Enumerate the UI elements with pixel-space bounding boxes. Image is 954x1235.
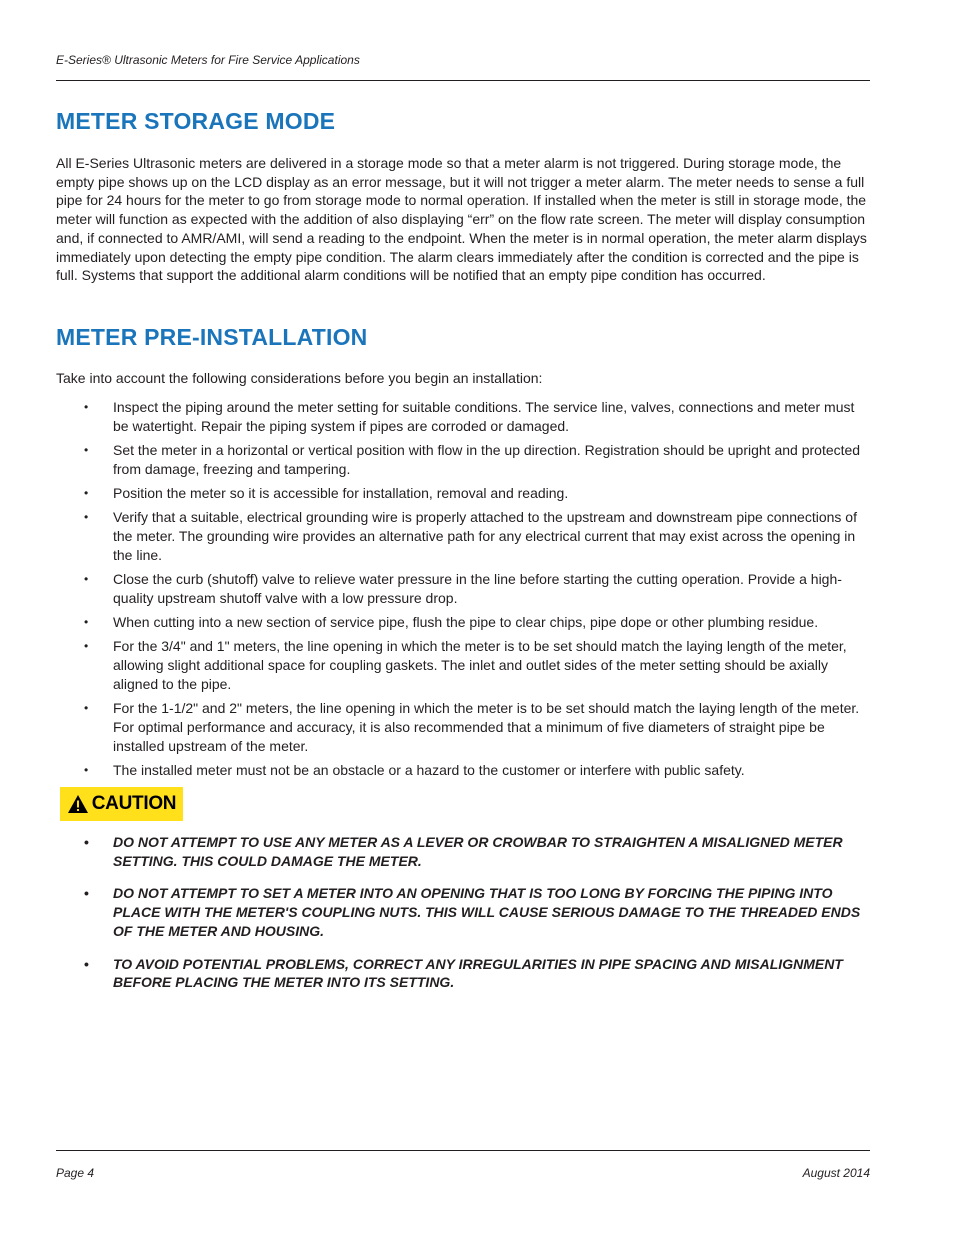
list-item	[56, 508, 870, 565]
list-item	[56, 570, 870, 608]
pre-installation-list	[56, 398, 870, 785]
running-header: E-Series® Ultrasonic Meters for Fire Service Applications	[56, 53, 360, 67]
list-item	[56, 761, 870, 780]
list-item-text: Close the curb (shutoff) valve to relieve water pressure in the line before starting the cutting operation. Provide a high-quality upstream shutoff valve with a low pressure drop.	[113, 571, 842, 606]
list-item	[56, 398, 870, 436]
bullet-icon: •	[84, 615, 89, 629]
warning-triangle-icon	[67, 794, 89, 814]
bullet-icon: •	[84, 486, 89, 500]
bullet-icon: •	[84, 955, 89, 972]
list-item	[56, 441, 870, 479]
bullet-icon: •	[84, 834, 89, 850]
list-item	[56, 613, 870, 632]
footer-rule	[56, 1150, 870, 1151]
caution-label: CAUTION	[91, 793, 177, 814]
list-item-text: Verify that a suitable, electrical grounding wire is properly attached to the upstream and downstream pipe connections of the meter. The grounding wire provides an alternative path for any electrical current that may exist across the opening in the line.	[113, 509, 857, 563]
list-item-text: The installed meter must not be an obstacle or a hazard to the customer or interfere with public safety.	[113, 762, 745, 778]
list-item-text: For the 3/4" and 1" meters, the line opening in which the meter is to be set should match the laying length of the meter, allowing slight additional space for coupling gaskets. The inlet and outlet sides of the meter setting should be axially aligned to the pipe.	[113, 638, 847, 692]
caution-item-text: DO NOT ATTEMPT TO SET A METER INTO AN OPENING THAT IS TOO LONG BY FORCING THE PIPING INTO PLACE WITH THE METER'S COUPLING NUTS. THIS WILL CAUSE SERIOUS DAMAGE TO THE THREADED ENDS OF THE METER AND HOUSING.	[113, 885, 861, 939]
page-number: Page 4	[56, 1166, 95, 1180]
section-heading-storage-mode: METER STORAGE MODE	[56, 108, 336, 134]
caution-item	[56, 955, 870, 992]
section-heading-pre-installation: METER PRE-INSTALLATION	[56, 324, 368, 350]
bullet-icon: •	[84, 701, 89, 715]
list-item	[56, 699, 870, 756]
pre-installation-intro: Take into account the following considerations before you begin an installation:	[56, 370, 543, 386]
list-item-text: Inspect the piping around the meter setting for suitable conditions. The service line, valves, connections and meter must be watertight. Repair the piping system if pipes are corroded or damaged.	[113, 399, 855, 434]
bullet-icon: •	[84, 400, 89, 414]
list-item-text: For the 1-1/2" and 2" meters, the line opening in which the meter is to be set should match the laying length of the meter. For optimal performance and accuracy, it is also recommended that a minimum of five diameters of straight pipe be installed upstream of the meter.	[113, 700, 860, 754]
list-item	[56, 637, 870, 694]
list-item-text: When cutting into a new section of service pipe, flush the pipe to clear chips, pipe dope or other plumbing residue.	[113, 614, 819, 630]
caution-banner	[60, 787, 183, 821]
bullet-icon: •	[84, 763, 89, 777]
list-item-text: Set the meter in a horizontal or vertical position with flow in the up direction. Registration should be upright and protected from damage, freezing and tampering.	[113, 442, 861, 477]
bullet-icon: •	[84, 510, 89, 524]
bullet-icon: •	[84, 443, 89, 457]
list-item-text: Position the meter so it is accessible for installation, removal and reading.	[113, 485, 569, 501]
caution-item	[56, 833, 870, 870]
footer-date: August 2014	[802, 1166, 870, 1180]
caution-item-text: TO AVOID POTENTIAL PROBLEMS, CORRECT ANY IRREGULARITIES IN PIPE SPACING AND MISALIGNMENT BEFORE PLACING THE METER INTO ITS SETTING.	[113, 955, 843, 991]
storage-mode-paragraph: All E-Series Ultrasonic meters are delivered in a storage mode so that a meter alarm is not triggered. During storage mode, the empty pipe shows up on the LCD display as an error message, but it will not trigger a meter alarm. The meter needs to sense a full pipe for 24 hours for the meter to go from storage mode to normal operation. If installed when the meter is still in storage mode, the meter will function as expected with the addition of also displaying “err” on the flow rate screen. The meter will display consumption and, if connected to AMR/AMI, will send a reading to the endpoint. When the meter is in normal operation, the meter alarm displays immediately upon detecting the empty pipe condition. The alarm clears immediately after the condition is corrected and the pipe is full. Systems that support the additional alarm conditions will be notified that an empty pipe condition has occurred.	[56, 155, 867, 284]
caution-list	[56, 833, 870, 1006]
bullet-icon: •	[84, 885, 89, 902]
caution-item	[56, 884, 870, 940]
list-item	[56, 484, 870, 503]
caution-item-text: DO NOT ATTEMPT TO USE ANY METER AS A LEVER OR CROWBAR TO STRAIGHTEN A MISALIGNED METER SETTING. THIS COULD DAMAGE THE METER.	[113, 834, 843, 869]
bullet-icon: •	[84, 639, 89, 653]
header-rule	[56, 80, 870, 81]
bullet-icon: •	[84, 572, 89, 586]
